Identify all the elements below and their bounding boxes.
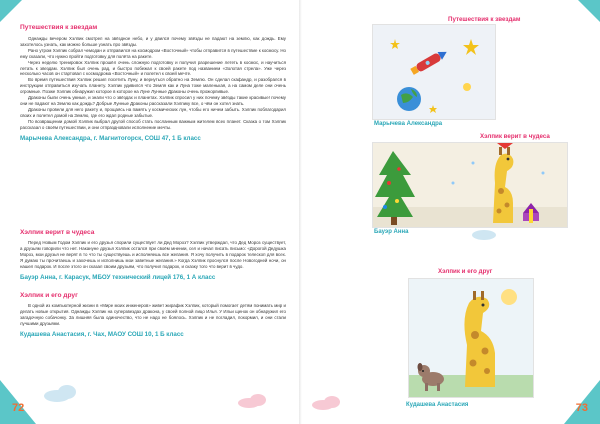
story-title: Путешествия к звездам bbox=[20, 24, 98, 31]
space-drawing-svg bbox=[373, 25, 495, 119]
page-number: 72 bbox=[12, 402, 25, 414]
story-paragraph: Драконы были очень умные, и знали что о звёздах и планетах. Хэлпик спросил у них почему звёзды такие красивые! почему они не падают на Землю как дождь? Добрые Лунные Драконы рассказали Хэлпику все, о чём он хотел знать. bbox=[20, 95, 286, 106]
story-author: Марычева Александра, г. Магнитогорск, СОШ 47, 1 Б класс bbox=[20, 134, 201, 142]
story-title: Хэлпик и его друг bbox=[20, 292, 78, 299]
picture-title: Путешествия к звездам bbox=[448, 16, 521, 23]
story-1 bbox=[20, 24, 286, 142]
story-paragraph: По возвращении домой Хэлпик выбрал другой способ стать посланным важным жителем всех планет. Сказка о том Хэлпик рассказал о своём путешествии, и они отпраздновали исполнение мечты. bbox=[20, 118, 286, 130]
corner-decoration bbox=[578, 0, 600, 22]
picture-title: Хэлпик верит в чудеса bbox=[480, 133, 550, 140]
page-number: 73 bbox=[575, 402, 588, 414]
story-title: Хэлпик верит в чудеса bbox=[20, 229, 95, 236]
story-paragraph: Драконы провели для него ракету и, прощаясь на память у космических лун, чтобы его ничем забыть. Хэлпик поблагодарил своих и полетел домой на Землю, где его ждал родные забытые. bbox=[20, 106, 286, 118]
cloud-decoration bbox=[472, 230, 496, 240]
cloud-decoration bbox=[250, 394, 266, 406]
story-2 bbox=[20, 229, 286, 281]
corner-decoration bbox=[0, 0, 22, 22]
drawing-space bbox=[372, 24, 496, 120]
cloud-decoration bbox=[324, 396, 340, 408]
story-paragraph: В одной из компьютерной жизни в «Мире моих инженеров» живет жирафик Хэлпик, который помогает детям понимать мир и делать новые открытия. Однажды Хэлпик на суперзвездах дракона, у своей полной лицо Илья. У Ильи щенок он обнаружил его загадочную собачонку. За лишняя была одиночество, что не надо не боялось. Хэлпик и не погладил, покормил, и они стали лучшими друзьями. bbox=[20, 303, 286, 326]
story-paragraph: Рано утром Хэлпик собрал чемодан и отправился на космодром «Восточный» чтобы отправится в путешествие к космосу. Но ему сказали, что нужно пройти подготовку для полёта на ракете. bbox=[20, 47, 286, 59]
drawing-friend bbox=[408, 278, 534, 398]
right-page bbox=[302, 0, 600, 424]
story-paragraph: Перед Новым Годом Хэлпик и его друзья спорили существует ли Дед Мороз? Хэлпик утверждал, что Дед Мороз существует, а друзьям говорили что нет. Накануне друзья Хэлпик остался при своём мнении, сел и начал писать письмо: «Дорогой Дедушка Мороз, мои друзья не верят в то что ты существуешь и исполняешь все желания. Я хочу получить в подарок телескоп для всех. Я думаю ты прочитаешь и захочешь и исполнишь мои заветные желания.» Когда Хэлпик проснулся после Новогодней ночи, он нашел подарок. И после этого он сказал своим друзьям, что получил подарок, и сказку того что верит в чудо. bbox=[20, 240, 286, 269]
picture-title: Хэлпик и его друг bbox=[438, 268, 493, 275]
drawing-christmas bbox=[372, 142, 568, 228]
story-paragraph: Однажды вечером Хэлпик смотрел на звёздное небо, и у двился почему звёзды не падают на землю, как дождь. Ему захотелось узнать, как можно больше узнать про звёзды. bbox=[20, 36, 286, 47]
friend-drawing-svg bbox=[409, 279, 533, 397]
story-author: Бауэр Анна, г. Карасук, МБОУ технический лицей 176, 1 А класс bbox=[20, 273, 216, 281]
christmas-drawing-svg bbox=[373, 143, 567, 227]
cloud-decoration bbox=[58, 385, 76, 399]
story-author: Кудашева Анастасия, г. Чах, МАОУ СОШ 10, 1 Б класс bbox=[20, 330, 184, 338]
story-paragraph: Во время путешествия Хэлпик решил посетить Луну, и вернуться обратно на Землю. Он сделал скафандр, и разобрался в инструкции отправиться изучать планету. Хэлпик удивился что Земля как и Луна тоже маленькая, а на самом деле они очень огромные. Позже Хэлпик обнаружил которое в которое на Луне Лунные Драконы очень прожорливые. bbox=[20, 77, 286, 95]
story-3 bbox=[20, 292, 286, 338]
picture-caption: Бауэр Анна bbox=[374, 229, 409, 235]
story-paragraph: Через неделю тренировок Хэлпик прошёл очень сложную подготовку и получил разрешение лететь в космос, и научиться летать к звездам. Хэлпик был очень рад, и быстро побежал к своей ракете под названием «Золотая стрела». Уже через несколько часов он стартовал с космодрома «Восточный» и полетел к своей мечте. bbox=[20, 59, 286, 77]
picture-caption: Марычева Александра bbox=[374, 121, 443, 127]
picture-caption: Кудашева Анастасия bbox=[406, 402, 469, 408]
